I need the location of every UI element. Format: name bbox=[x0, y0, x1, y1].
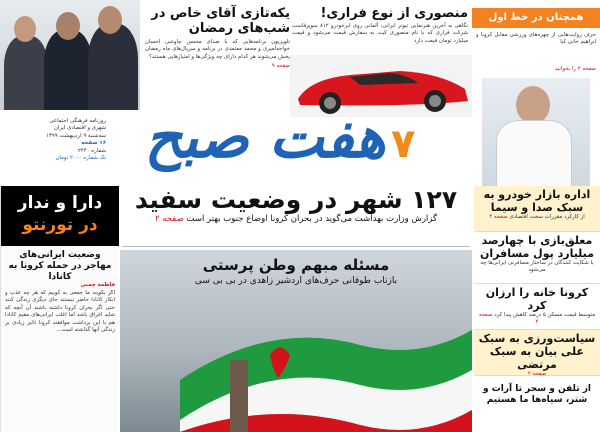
left-column-toronto[interactable] bbox=[0, 186, 118, 432]
feature-man-photo bbox=[482, 78, 590, 188]
item-note bbox=[478, 312, 596, 327]
info-line: روزنامه فرهنگی اجتماعی bbox=[49, 118, 106, 124]
left-head-line1: دارا و ندار bbox=[17, 193, 103, 213]
item-title: اداره بازار خودرو به سبک صدا و سیما bbox=[483, 188, 591, 214]
right-news-item[interactable] bbox=[474, 186, 600, 232]
masthead-logo[interactable] bbox=[115, 102, 445, 180]
info-line: تک شماره ۲۰۰۰ تومان bbox=[55, 155, 106, 162]
divider bbox=[122, 246, 470, 247]
logo-number: ۷ bbox=[390, 121, 416, 167]
right-news-item[interactable] bbox=[474, 376, 600, 432]
teaser-ramadan[interactable] bbox=[145, 6, 290, 111]
teaser-ramadan-title: یکه‌تازی آقای خاص در شب‌های رمضان bbox=[151, 6, 290, 36]
teaser-ramadan-body: تلویزیون برنامه‌هایی که با صدای محسن چاوشی احسان خواجه‌امیری و محمد معتمدی در برنامه و سریال‌های ماه رمضان پخش می‌شوند هر کدام دارای چه ویژگی‌ها و امتیازهایی هستند؟ bbox=[145, 39, 290, 60]
item-page: صفحه ۲ bbox=[527, 371, 547, 377]
info-line: شماره ۲۴۴۰ bbox=[77, 147, 106, 154]
item-note-text: از کارکرد مقررات سخت اقتصادی bbox=[509, 214, 585, 220]
teaser-ferrari-body: نگاهی به آخرین هنرنمایی تیونر ایرانی، آلمانی روی ابرخودرو ۸۱۲ سوپرفاست شرکت فراری که با نام منصوری کیت به سفارش قیمت می‌شود و قیمت مبلیارد تومان قیمت دارد bbox=[292, 23, 468, 44]
top-photo-people bbox=[0, 0, 140, 110]
flag-photo[interactable] bbox=[120, 250, 472, 432]
item-body: متوسط قیمت مسکن ۵ درصد کاهش پیدا کرد bbox=[494, 312, 596, 318]
item-page: صفحه ۴ bbox=[478, 312, 539, 326]
right-column-news bbox=[474, 186, 600, 432]
main-sub-page: صفحه ۲ bbox=[154, 214, 184, 224]
logo-wordmark: هفت صبح bbox=[144, 103, 386, 171]
info-line: ۱۶ صفحه bbox=[81, 140, 106, 147]
feature-head: همچنان در خط اول bbox=[472, 8, 600, 28]
teaser-ferrari[interactable] bbox=[292, 6, 468, 56]
left-head-box bbox=[1, 186, 119, 246]
masthead-info bbox=[6, 118, 106, 180]
feature-page: صفحه ۴ را بخوانید bbox=[554, 66, 596, 72]
teaser-ramadan-page: صفحه ۹ bbox=[271, 63, 290, 70]
left-sub: وضعیت ایرانی‌های مهاجر در حمله کرونا به کانادا bbox=[8, 250, 112, 282]
item-title: معلق‌بازی با چهارصد میلیارد پول مسافران bbox=[480, 234, 594, 260]
photo-title: مسئله مبهم وطن پرستی bbox=[202, 256, 390, 274]
teaser-ferrari-title: منصوری از نوع فراری! bbox=[320, 6, 468, 21]
main-headline-block[interactable] bbox=[120, 186, 472, 224]
left-body: اگر بگویند ما جمعی به کوبیم که هر چه عذب و انکار کانادا حاضر نیستند جای دیگری زندگی کنند حتی اگر بحران کرونا داشته باشند آن آنچه که شاید اغراق باشد اما اغلب ایرانی‌های مقیم کانادا هم با این برداشت موافقند کرونا تاثیر زیادی بر زندگی آنها گذاشته است... bbox=[5, 290, 115, 334]
feature-front-line[interactable] bbox=[472, 8, 600, 183]
item-title: کرونا خانه را ارزان کرد bbox=[485, 286, 589, 312]
feature-body: حرف روایت‌هایی از چهره‌های ورزشی مقابل کرونا و ابراهیم خانی کبا bbox=[476, 32, 596, 46]
item-body: با شکایت کنندگان در ساختار مسافرتی ایرانی‌ها چه می‌شود bbox=[480, 260, 594, 274]
item-title: از تلفن و سحر تا آرات و شتر، سیاه‌ها ما هستیم bbox=[483, 384, 591, 405]
right-news-item[interactable] bbox=[474, 284, 600, 330]
item-note bbox=[478, 214, 596, 221]
photo-subtitle: بازتاب طوفانی حرف‌های اردشیر زاهدی در بی بی سی bbox=[194, 276, 398, 286]
left-head-line2: در تورنتو bbox=[22, 215, 98, 235]
left-byline: فاطمه چمنی bbox=[80, 282, 115, 288]
right-news-item[interactable] bbox=[474, 232, 600, 284]
info-line: سه‌شنبه ۹ اردیبهشت ۱۳۹۹ bbox=[46, 132, 106, 139]
main-sub-text: گزارش وزارت بهداشت می‌گوید در بحران کرونا اوضاع جنوب بهتر است bbox=[186, 214, 438, 224]
main-subheadline bbox=[120, 214, 472, 225]
item-page: صفحه ۴ bbox=[489, 214, 508, 220]
right-news-item[interactable] bbox=[474, 330, 600, 376]
main-headline: ۱۲۷ شهر در وضعیت سفید bbox=[134, 185, 458, 214]
item-title: سیاست‌ورزی به سبک علی بیان به سبک مرتضی bbox=[478, 332, 596, 371]
info-line: شهری و اقتصادی ایران bbox=[53, 125, 106, 132]
